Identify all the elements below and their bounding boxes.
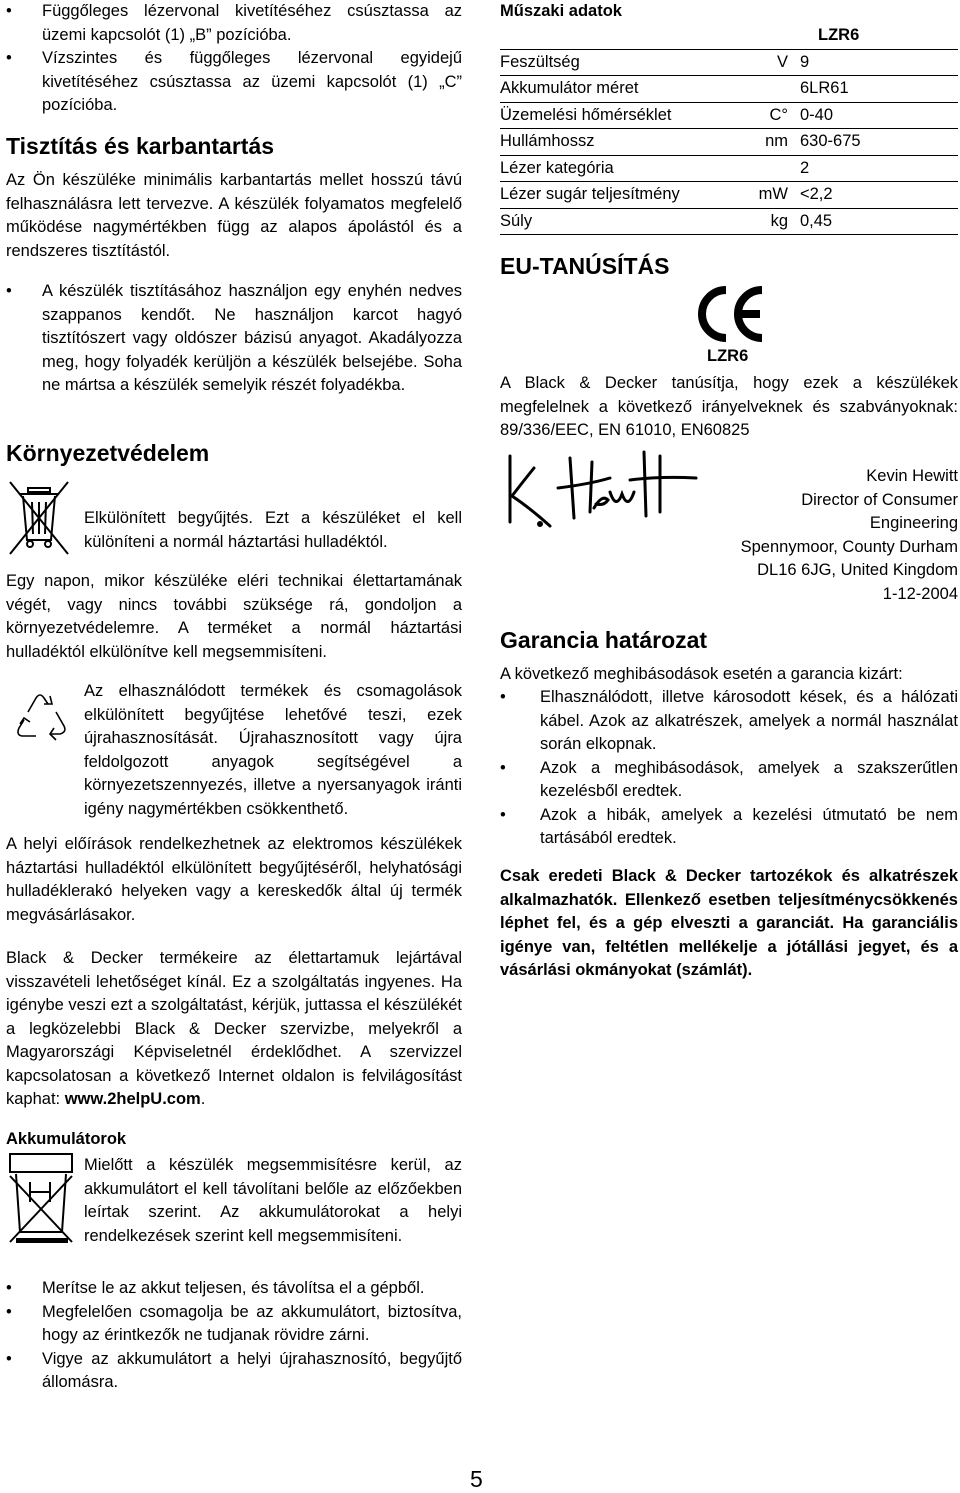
list-item: • Azok a hibák, amelyek a kezelési útmutató be nem tartásából eredtek. xyxy=(500,804,958,851)
table-row: Akkumulátor méret 6LR61 xyxy=(500,76,958,103)
warranty-intro: A következő meghibásodások esetén a garancia kizárt: xyxy=(500,665,903,683)
eu-text: A Black & Decker tanúsítja, hogy ezek a készülékek megfelelnek a következő irányelveknek és szabványoknak: 89/336/EEC, EN 61010, EN60825 xyxy=(500,374,958,439)
env-title: Környezetvédelem xyxy=(6,440,210,466)
table-row: Lézer sugár teljesítmény mW <2,2 xyxy=(500,182,958,209)
list-item: • Függőleges lézervonal kivetítéséhez csúsztassa az üzemi kapcsolót (1) „B” pozícióba. xyxy=(6,0,462,47)
warranty-bold-text: Csak eredeti Black & Decker tartozékok és alkatrészek alkalmazhatók. Ellenkező esetben teljesítménycsökkenés léphet fel, és a gép elveszti a garanciát. Ha garanciális igénye van, feltétlen mellékelje a jótállási jegyet, és a vásárlási okmányokat (számlát). xyxy=(500,867,958,979)
env-bin-text: Elkülönített begyűjtés. Ezt a készüléket el kell különíteni a normál háztartási hulladéktól. xyxy=(84,509,462,551)
eu-title: EU-TANÚSÍTÁS xyxy=(500,253,670,279)
list-item: • Vigye az akkumulátort a helyi újrahasznosító, begyűjtő állomásra. xyxy=(6,1348,462,1395)
ce-mark-icon xyxy=(694,284,770,349)
battery-bullets xyxy=(6,1277,462,1395)
list-item: • Merítse le az akkut teljesen, és távolítsa el a gépből. xyxy=(6,1277,462,1301)
battery-text: Mielőtt a készülék megsemmisítésre kerül, az akkumulátort el kell távolítani belőle az előzőekben leírtak szerint. Az akkumulátorokat a helyi rendelkezések szerint kell megsemmisíteni. xyxy=(84,1156,462,1245)
page-number: 5 xyxy=(470,1466,483,1492)
env-text-3: Black & Decker termékeire az élettartamuk lejártával visszavételi lehetőséget kínál. Ez a szolgáltatás ingyenes. Ha igénybe veszi ezt a szolgáltatást, kérjük, juttassa el készülékét a legközelebbi Black & Decker szervizbe, melyekről a Magyarországi Képviseletnél érdeklődhet. A szervizzel kapcsolatosan a következő Internet oldalon is felvilágosítást kaphat: www.2helpU.com. xyxy=(6,949,462,1108)
spec-table xyxy=(500,23,958,235)
crossed-battery-icon xyxy=(6,1152,78,1249)
warranty-title: Garancia határozat xyxy=(500,627,708,653)
cleaning-text: Az Ön készüléke minimális karbantartás mellet hosszú távú felhasználásra lett tervezve. A készülék folyamatos megfelelő működése nagymértékben függ az alapos ápolástól és a rendszeres tisztítástól. xyxy=(6,171,462,260)
env-text-2: A helyi előírások rendelkezhetnek az elektromos készülékek háztartási hulladéktól elkülönített begyűjtéséről, helyhatósági hulladéklerakó helyeken vagy a kereskedők által új termék megvásárlásakor. xyxy=(6,835,462,924)
list-item: • Azok a meghibásodások, amelyek a szakszerűtlen kezelésből eredtek. xyxy=(500,757,958,804)
env-text-1: Egy napon, mikor készüléke eléri technikai élettartamának végét, vagy nincs további szüksége rá, gondoljon a környezetvédelemre. A terméket a normál háztartási hulladéktól elkülönítve kell megsemmisíteni. xyxy=(6,572,462,661)
table-row: Súly kg 0,45 xyxy=(500,208,958,235)
ce-model: LZR6 xyxy=(707,347,749,365)
table-row: Hullámhossz nm 630-675 xyxy=(500,129,958,156)
recycle-text: Az elhasználódott termékek és csomagolások elkülönített begyűjtése lehetővé teszi, ezek újrahasznosítását. Újrahasznosított vagy újra feldolgozott anyagok segítségével a környezetszennyezés, illetve a nyersanyagok iránti igény nagymértékben csökkenthető. xyxy=(84,682,462,818)
cleaning-bullet: • A készülék tisztításához használjon egy enyhén nedves szappanos kendőt. Ne használjon karcot hagyó tisztítószert vagy oldószer bázisú anyagot. Akadályozza meg, hogy folyadék kerüljön a készülék belsejébe. Soha ne mártsa a készülék semelyik részét folyadékba. xyxy=(6,280,462,398)
warranty-bullets xyxy=(500,686,958,851)
signer-block: Kevin Hewitt Director of Consumer Engineering Spennymoor, County Durham DL16 6JG, United Kingdom 1-12-2004 xyxy=(740,467,958,603)
service-link[interactable]: www.2helpU.com xyxy=(64,1090,201,1108)
bullets-top xyxy=(6,0,462,118)
list-item: • Vízszintes és függőleges lézervonal egyidejű kivetítéséhez csúsztassa az üzemi kapcsolót (1) „C” pozícióba. xyxy=(6,47,462,118)
cleaning-title: Tisztítás és karbantartás xyxy=(6,133,275,159)
battery-title: Akkumulátorok xyxy=(6,1130,127,1148)
crossed-bin-icon xyxy=(6,478,72,563)
list-item: • Elhasználódott, illetve károsodott kések, és a hálózati kábel. Azok az alkatrészek, amelyek a normál használat során elkopnak. xyxy=(500,686,958,757)
table-row: Feszültség V 9 xyxy=(500,49,958,76)
model-header: LZR6 xyxy=(800,23,958,49)
list-item: • Megfelelően csomagolja be az akkumulátort, biztosítva, hogy az érintkezők ne tudjanak rövidre zárni. xyxy=(6,1301,462,1348)
tech-title: Műszaki adatok xyxy=(500,2,622,20)
table-row: Üzemelési hőmérséklet C° 0-40 xyxy=(500,102,958,129)
recycle-icon xyxy=(6,682,78,759)
table-row: Lézer kategória 2 xyxy=(500,155,958,182)
